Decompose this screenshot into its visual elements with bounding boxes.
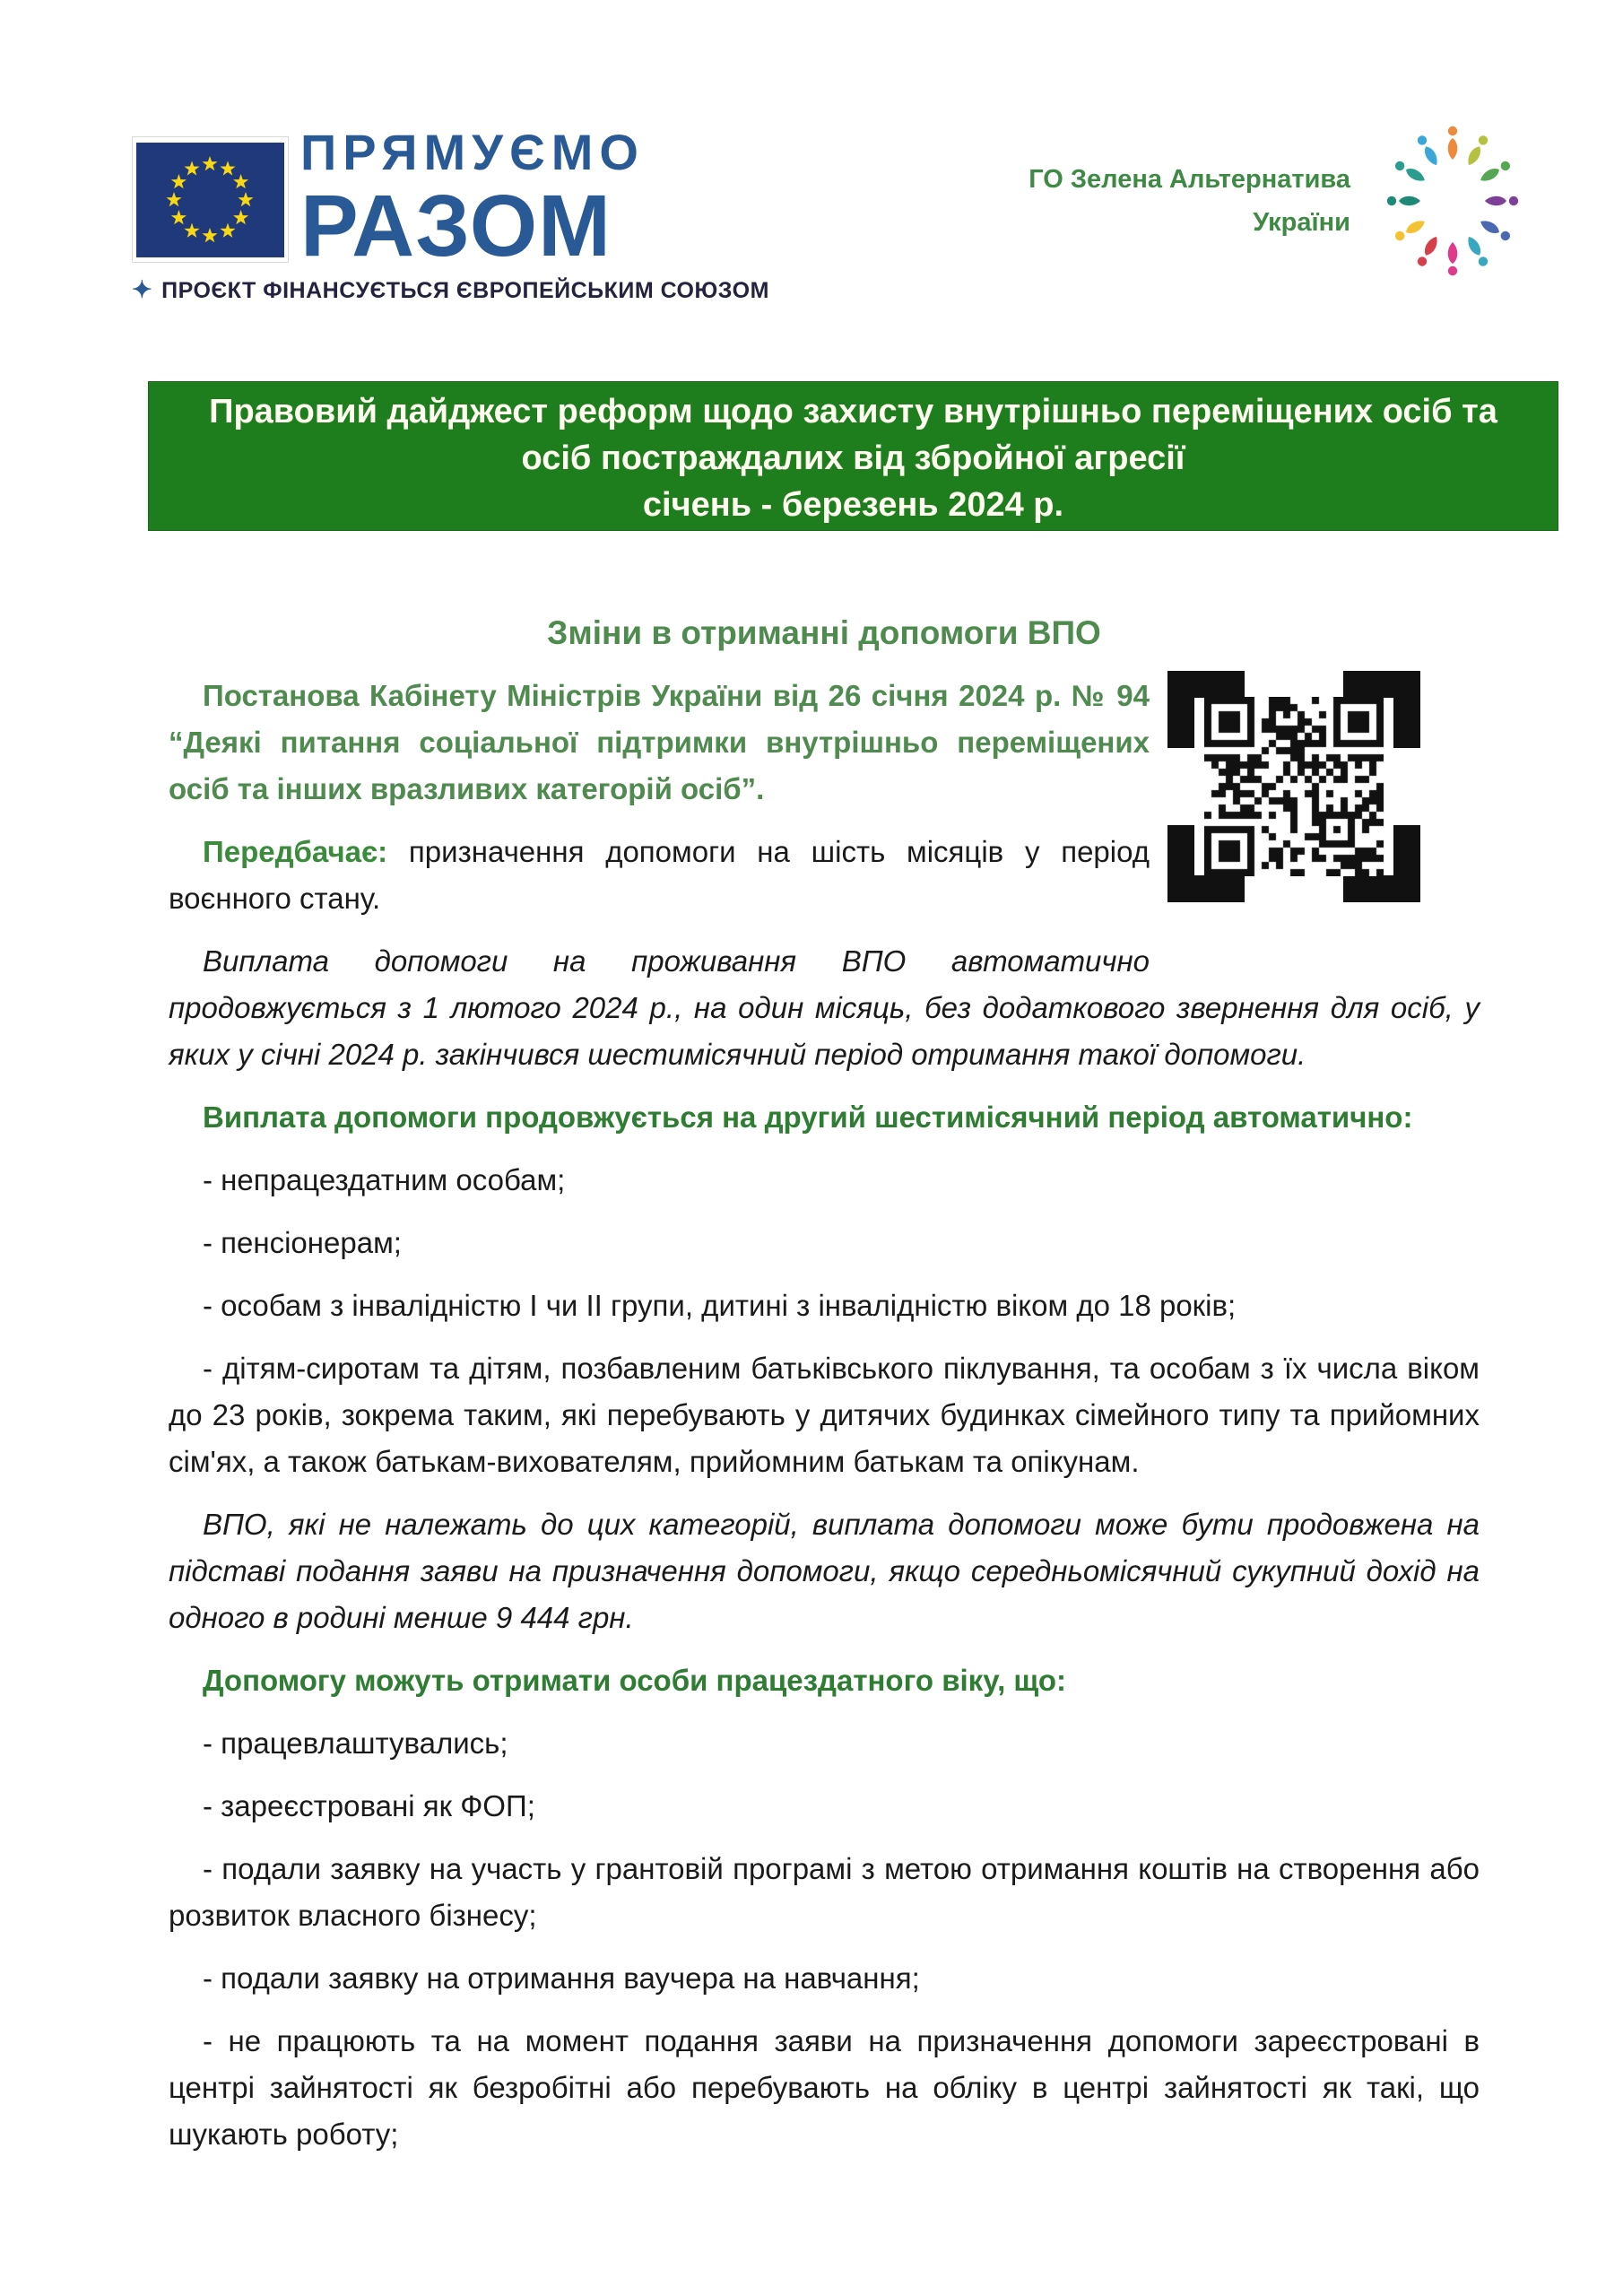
list-item-working: - працевлаштувались; (203, 1726, 508, 1760)
section-title: Зміни в отриманні допомоги ВПО (547, 614, 1101, 651)
program-logo (300, 124, 645, 274)
qr-frame (1167, 671, 1420, 902)
list-item-category: - дітям-сиротам та дітям, позбавленим батьківського піклування, та особам з їх числа віком до 23 років, зокрема таким, які перебувають у дитячих будинках сімейного типу та прийомних сім'ях, а також батькам-вихователям, прийомним батькам та опікунам. (169, 1352, 1480, 1478)
list-item-working: - подали заявку на отримання ваучера на навчання; (203, 1961, 920, 1995)
banner-line2: осіб постраждалих від збройної агресії (521, 439, 1185, 477)
funding-note (132, 276, 769, 304)
org-name-line2: України (1253, 208, 1350, 237)
eu-flag-box (132, 136, 289, 263)
paragraph-resolution: Постанова Кабінету Міністрів України від 26 січня 2024 р. № 94 “Деякі питання соціальної підтримки внутрішньо переміщених осіб та інших вразливих категорій осіб”. (169, 679, 1150, 805)
qr-block (1150, 665, 1480, 961)
subhead-working-age: Допомогу можуть отримати особи працездатного віку, що: (203, 1664, 1066, 1697)
org-name (1028, 158, 1350, 244)
list-item-working: - не працюють та на момент подання заяви на призначення допомоги зареєстровані в центрі зайнятості як безробітні або перебувають на обліку в центрі зайнятості як такі, що шукають роботу; (169, 2024, 1480, 2151)
list-item-category: - непрацездатним особам; (203, 1163, 566, 1196)
program-logo-line2: РАЗОМ (300, 177, 612, 274)
program-logo-line1: ПРЯМУЄМО (300, 124, 645, 180)
eu-flag-icon (136, 143, 284, 257)
subhead-second-period: Виплата допомоги продовжується на другий шестимісячний період автоматично: (203, 1100, 1413, 1134)
banner-line1: Правовий дайджест реформ щодо захисту внутрішньо переміщених осіб та (209, 393, 1497, 430)
list-item-category: - пенсіонерам; (203, 1226, 402, 1259)
circle-of-people-icon (1381, 126, 1524, 276)
list-item-category: - особам з інвалідністю І чи ІІ групи, дитині з інвалідністю віком до 18 років; (203, 1289, 1237, 1322)
qr-code (1204, 697, 1384, 876)
paragraph-provides-lead: Передбачає: (203, 835, 388, 868)
list-item-working: - подали заявку на участь у грантовій програмі з метою отримання коштів на створення або розвиток власного бізнесу; (169, 1852, 1480, 1932)
paragraph-income-condition: ВПО, які не належать до цих категорій, виплата допомоги може бути продовжена на підставі подання заяви на призначення допомоги, якщо середньомісячний сукупний дохід на одного в родині менше 9 444 грн. (169, 1508, 1480, 1634)
banner-line3: січень - березень 2024 р. (642, 486, 1064, 524)
org-name-line1: ГО Зелена Альтернатива (1028, 165, 1350, 194)
four-point-star-icon: ✦ (132, 276, 153, 303)
title-banner (148, 381, 1558, 531)
funding-note-text: ПРОЄКТ ФІНАНСУЄТЬСЯ ЄВРОПЕЙСЬКИМ СОЮЗОМ (161, 278, 769, 303)
paragraph-provides-rest: призначення допомоги на шість місяців у період воєнного стану. (169, 835, 1150, 915)
paragraph-auto-extension: Виплата допомоги на проживання ВПО автоматично продовжується з 1 лютого 2024 р., на один місяць, без додаткового звернення для осіб, у яких у січні 2024 р. закінчився шестимісячний період отримання такої допомоги. (169, 944, 1480, 1071)
list-item-working: - зареєстровані як ФОП; (203, 1789, 535, 1822)
document-body (169, 610, 1480, 2158)
